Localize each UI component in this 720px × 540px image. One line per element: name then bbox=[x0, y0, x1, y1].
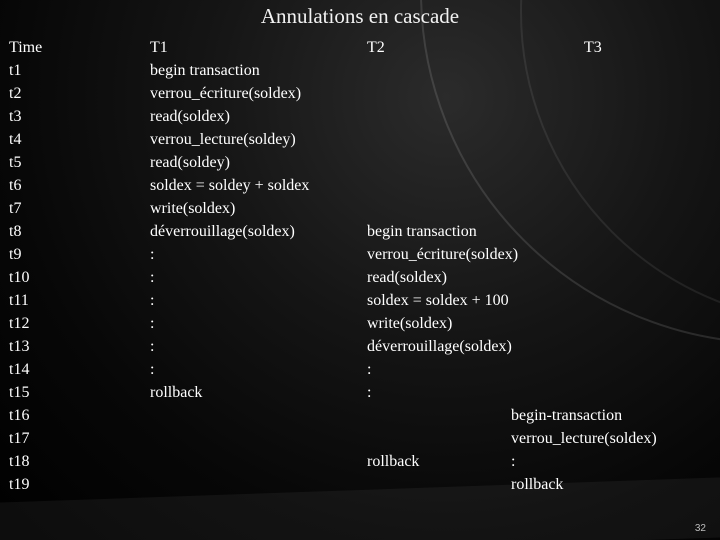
t3-header: T3 bbox=[584, 39, 602, 56]
t1-op: read(soldex) bbox=[150, 108, 230, 125]
t2-op: : bbox=[367, 361, 372, 378]
time-row: t10 bbox=[9, 269, 30, 286]
time-row: t7 bbox=[9, 200, 22, 217]
time-row: t1 bbox=[9, 62, 22, 79]
page-number: 32 bbox=[694, 523, 706, 534]
t1-op: : bbox=[150, 338, 155, 355]
t3-op: verrou_lecture(soldex) bbox=[511, 430, 657, 447]
time-row: t14 bbox=[9, 361, 30, 378]
t1-op: déverrouillage(soldex) bbox=[150, 223, 295, 240]
time-row: t2 bbox=[9, 85, 22, 102]
t3-op: begin-transaction bbox=[511, 407, 623, 424]
decorative-band bbox=[0, 476, 720, 540]
t1-op: verrou_écriture(soldex) bbox=[150, 85, 302, 102]
t2-op: read(soldex) bbox=[367, 269, 447, 286]
time-row: t16 bbox=[9, 407, 30, 424]
t2-op: soldex = soldex + 100 bbox=[367, 292, 509, 309]
time-header: Time bbox=[9, 39, 43, 56]
t2-header: T2 bbox=[367, 39, 385, 56]
time-row: t4 bbox=[9, 131, 22, 148]
time-row: t8 bbox=[9, 223, 22, 240]
t2-op: write(soldex) bbox=[367, 315, 453, 332]
t1-op: : bbox=[150, 361, 155, 378]
t1-header: T1 bbox=[150, 39, 168, 56]
time-row: t3 bbox=[9, 108, 22, 125]
time-row: t9 bbox=[9, 246, 22, 263]
t1-op: : bbox=[150, 246, 155, 263]
t1-op: begin transaction bbox=[150, 62, 260, 79]
t1-op: : bbox=[150, 269, 155, 286]
t1-op: verrou_lecture(soldey) bbox=[150, 131, 296, 148]
time-row: t6 bbox=[9, 177, 22, 194]
t2-op: rollback bbox=[367, 453, 420, 470]
t1-op: : bbox=[150, 292, 155, 309]
slide-title: Annulations en cascade bbox=[260, 4, 460, 28]
t2-op: déverrouillage(soldex) bbox=[367, 338, 512, 355]
t3-op: : bbox=[511, 453, 516, 470]
time-row: t11 bbox=[9, 292, 29, 309]
t2-op: : bbox=[367, 384, 372, 401]
time-row: t13 bbox=[9, 338, 30, 355]
t1-op: : bbox=[150, 315, 155, 332]
t1-op: rollback bbox=[150, 384, 203, 401]
time-row: t12 bbox=[9, 315, 30, 332]
time-row: t19 bbox=[9, 476, 30, 493]
time-row: t17 bbox=[9, 430, 30, 447]
time-row: t18 bbox=[9, 453, 30, 470]
time-row: t15 bbox=[9, 384, 30, 401]
t1-op: read(soldey) bbox=[150, 154, 230, 171]
t1-op: write(soldex) bbox=[150, 200, 236, 217]
time-row: t5 bbox=[9, 154, 22, 171]
t1-op: soldex = soldey + soldex bbox=[150, 177, 310, 194]
t3-op: rollback bbox=[511, 476, 564, 493]
t2-op: begin transaction bbox=[367, 223, 477, 240]
t2-op: verrou_écriture(soldex) bbox=[367, 246, 519, 263]
